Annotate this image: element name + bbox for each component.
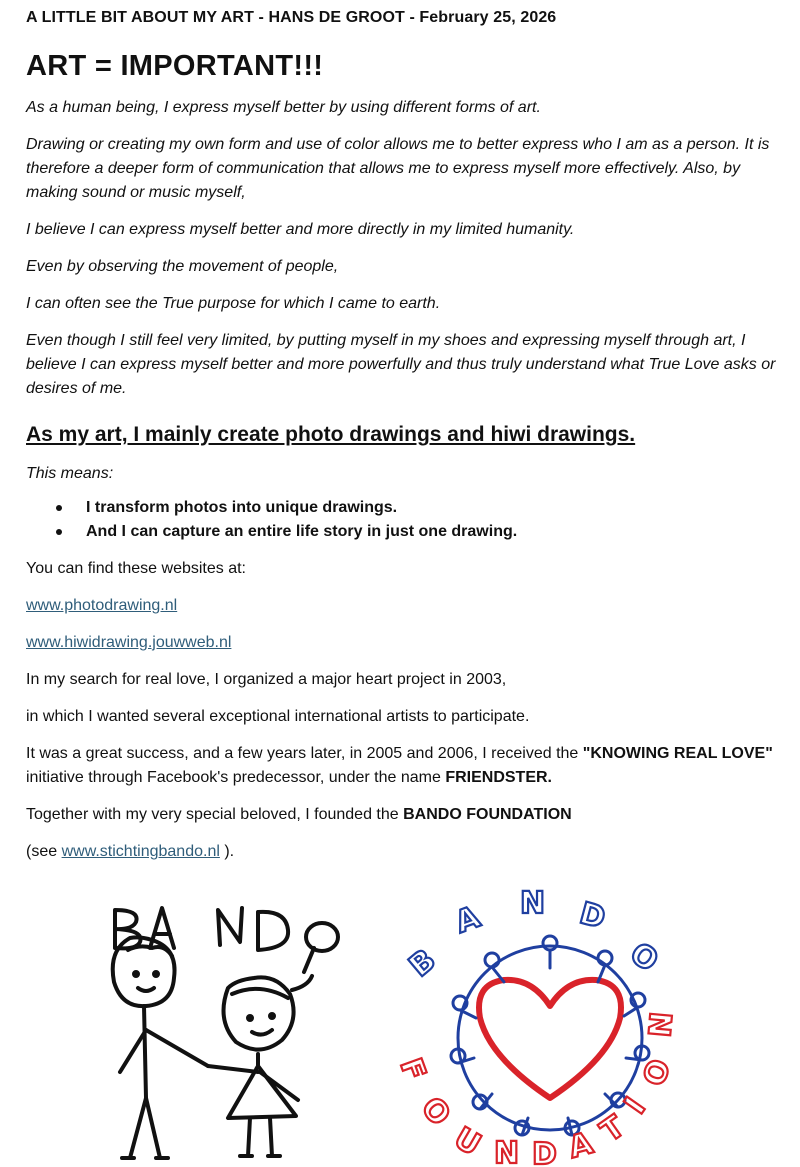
- list-item: And I can capture an entire life story in just one drawing.: [26, 520, 778, 544]
- intro-paragraph-5: I can often see the True purpose for which I came to earth.: [26, 295, 441, 312]
- document-header: A LITTLE BIT ABOUT MY ART - HANS DE GROOT - February 25, 2026: [26, 9, 557, 26]
- logo-letter-a: A: [450, 899, 485, 941]
- logos-row: [0, 880, 800, 1167]
- intro-paragraph-6: Even though I still feel very limited, by putting myself in my shoes and expressing myself through art, I believe I can express myself better and more powerfully and thus truly understand what True Love asks or desires of me.: [26, 332, 776, 397]
- svg-text:N: N: [643, 1010, 681, 1039]
- svg-text:T: T: [594, 1109, 632, 1150]
- bando-foundation-label: BANDO FOUNDATION: [403, 806, 572, 823]
- link-row-photodrawing: [26, 594, 778, 618]
- bullet-icon: [56, 529, 62, 535]
- logo-letter-d: D: [575, 895, 610, 937]
- svg-text:I: I: [617, 1091, 653, 1121]
- knowing-real-love: "KNOWING REAL LOVE": [582, 745, 773, 762]
- heart-project-paragraph: In my search for real love, I organized a major heart project in 2003,: [26, 671, 507, 688]
- success-paragraph: It was a great success, and a few years later, in 2005 and 2006, I received the "KNOWING REAL LOVE" initiative through Facebook's predecessor, under the name FRIENDSTER.: [26, 745, 773, 786]
- link-row-hiwidrawing: [26, 631, 778, 655]
- list-item: I transform photos into unique drawings.: [26, 496, 778, 520]
- bullet-icon: [56, 505, 62, 511]
- heart-icon: [479, 980, 621, 1098]
- logo-letter-b: B: [402, 942, 443, 985]
- page-title: ART = IMPORTANT!!!: [26, 50, 324, 82]
- intro-paragraph-3: I believe I can express myself better and more directly in my limited humanity.: [26, 221, 575, 238]
- logo-letter-o: O: [623, 935, 665, 980]
- link-stichtingbando[interactable]: www.stichtingbando.nl: [61, 843, 220, 860]
- websites-intro: You can find these websites at:: [26, 560, 246, 577]
- document-page: [26, 0, 778, 864]
- see-link-paragraph: (see www.stichtingbando.nl ).: [26, 843, 235, 860]
- svg-text:A: A: [565, 1125, 597, 1166]
- intro-paragraph-2: Drawing or creating my own form and use of color allows me to better express who I am as a person. It is therefore a deeper form of communication that allows me to express myself more effectively. Also, by making sound or music myself,: [26, 136, 770, 201]
- link-hiwidrawing[interactable]: www.hiwidrawing.jouwweb.nl: [26, 634, 232, 651]
- friendster-label: FRIENDSTER.: [445, 769, 552, 786]
- link-photodrawing[interactable]: www.photodrawing.nl: [26, 597, 178, 614]
- section-subheading: As my art, I mainly create photo drawings and hiwi drawings.: [26, 423, 636, 446]
- bando-foundation-logo: [392, 886, 700, 1167]
- svg-text:D: D: [532, 1137, 557, 1167]
- svg-text:O: O: [636, 1054, 679, 1091]
- intro-paragraph-4: Even by observing the movement of people,: [26, 258, 339, 275]
- svg-text:F: F: [392, 1053, 433, 1085]
- artists-paragraph: in which I wanted several exceptional international artists to participate.: [26, 708, 530, 725]
- svg-text:U: U: [448, 1120, 487, 1164]
- svg-text:N: N: [494, 1136, 520, 1167]
- bando-couple-logo: [100, 890, 380, 1165]
- logo-letter-n: N: [520, 886, 546, 921]
- bullet-list: [26, 496, 778, 544]
- svg-text:O: O: [413, 1090, 458, 1133]
- foundation-paragraph: Together with my very special beloved, I founded the BANDO FOUNDATION: [26, 806, 572, 823]
- this-means-label: This means:: [26, 465, 114, 482]
- intro-paragraph-1: As a human being, I express myself better by using different forms of art.: [26, 99, 541, 116]
